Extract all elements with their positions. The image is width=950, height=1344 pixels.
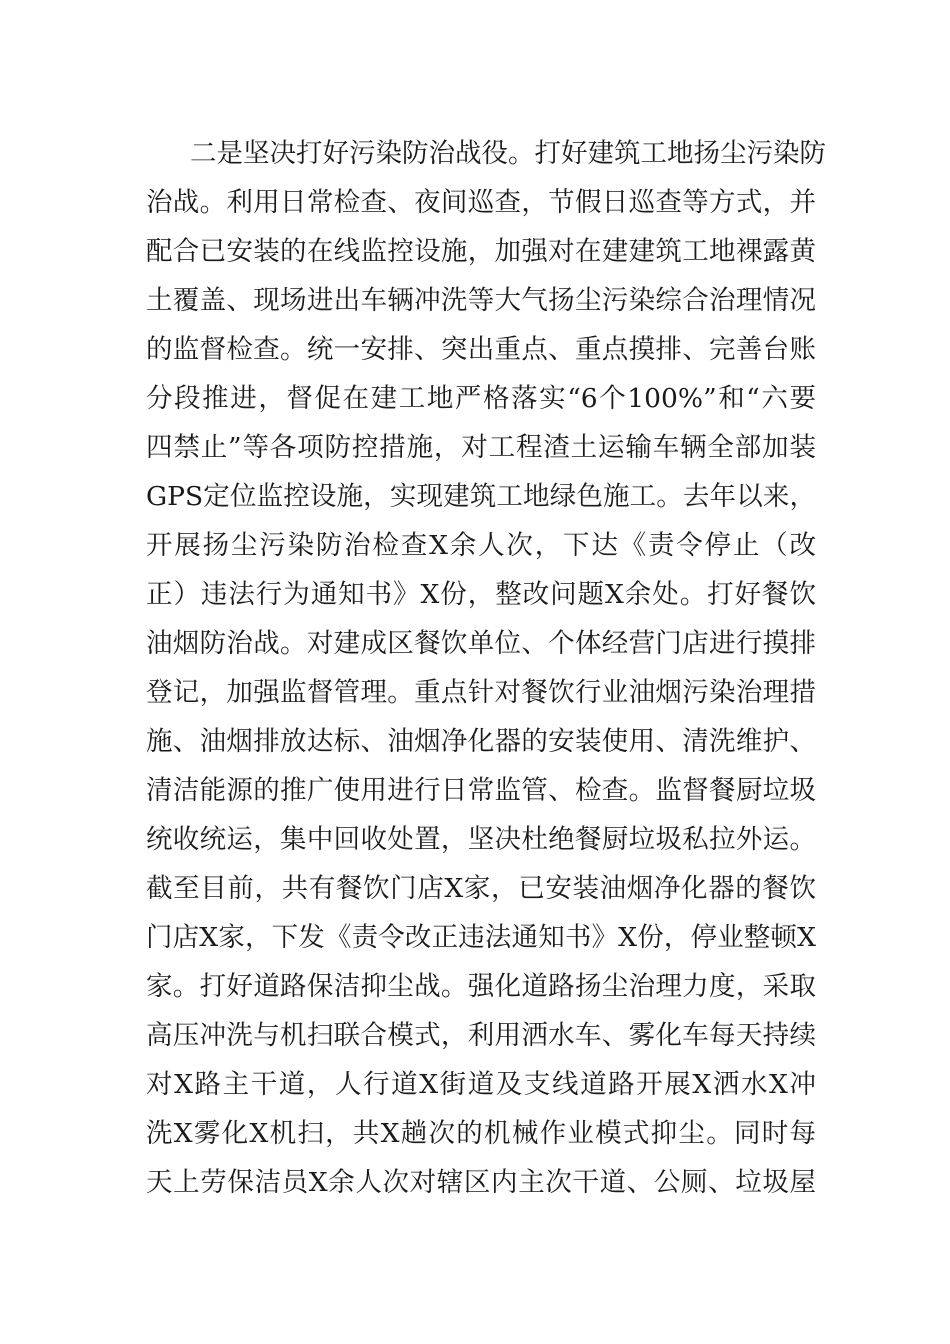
paragraph-line: GPS定位监控设施，实现建筑工地绿色施工。去年以来，	[146, 481, 816, 512]
paragraph-line: 截至目前，共有餐饮门店X家，已安装油烟净化器的餐饮	[146, 873, 816, 904]
paragraph-line: 天上劳保洁员X余人次对辖区内主次干道、公厕、垃圾屋	[146, 1167, 816, 1198]
paragraph-line: 四禁止”等各项防控措施，对工程渣土运输车辆全部加装	[146, 432, 816, 463]
paragraph-line: 开展扬尘污染防治检查X余人次，下达《责令停止（改	[146, 530, 816, 561]
paragraph-line: 的监督检查。统一安排、突出重点、重点摸排、完善台账	[146, 334, 816, 365]
paragraph-line: 登记，加强监督管理。重点针对餐饮行业油烟污染治理措	[146, 677, 816, 708]
paragraph-line: 高压冲洗与机扫联合模式，利用洒水车、雾化车每天持续	[146, 1020, 816, 1051]
paragraph-line: 分段推进，督促在建工地严格落实“6个100%”和“六要	[146, 383, 816, 414]
paragraph-line: 对X路主干道，人行道X街道及支线道路开展X洒水X冲	[146, 1069, 816, 1100]
paragraph-line: 治战。利用日常检查、夜间巡查，节假日巡查等方式，并	[146, 187, 816, 218]
paragraph-line: 油烟防治战。对建成区餐饮单位、个体经营门店进行摸排	[146, 628, 816, 659]
paragraph-line: 门店X家，下发《责令改正违法通知书》X份，停业整顿X	[146, 922, 816, 953]
paragraph-line: 土覆盖、现场进出车辆冲洗等大气扬尘污染综合治理情况	[146, 285, 816, 316]
paragraph-line: 正）违法行为通知书》X份，整改问题X余处。打好餐饮	[146, 579, 816, 610]
paragraph-line: 配合已安装的在线监控设施，加强对在建建筑工地裸露黄	[146, 236, 816, 267]
paragraph-line: 洗X雾化X机扫，共X趟次的机械作业模式抑尘。同时每	[146, 1118, 816, 1149]
paragraph-line: 清洁能源的推广使用进行日常监管、检查。监督餐厨垃圾	[146, 775, 816, 806]
paragraph-line: 施、油烟排放达标、油烟净化器的安装使用、清洗维护、	[146, 726, 816, 757]
paragraph-line: 二是坚决打好污染防治战役。打好建筑工地扬尘污染防	[190, 138, 826, 169]
paragraph-line: 统收统运，集中回收处置，坚决杜绝餐厨垃圾私拉外运。	[146, 824, 816, 855]
paragraph-line: 家。打好道路保洁抑尘战。强化道路扬尘治理力度，采取	[146, 971, 816, 1002]
